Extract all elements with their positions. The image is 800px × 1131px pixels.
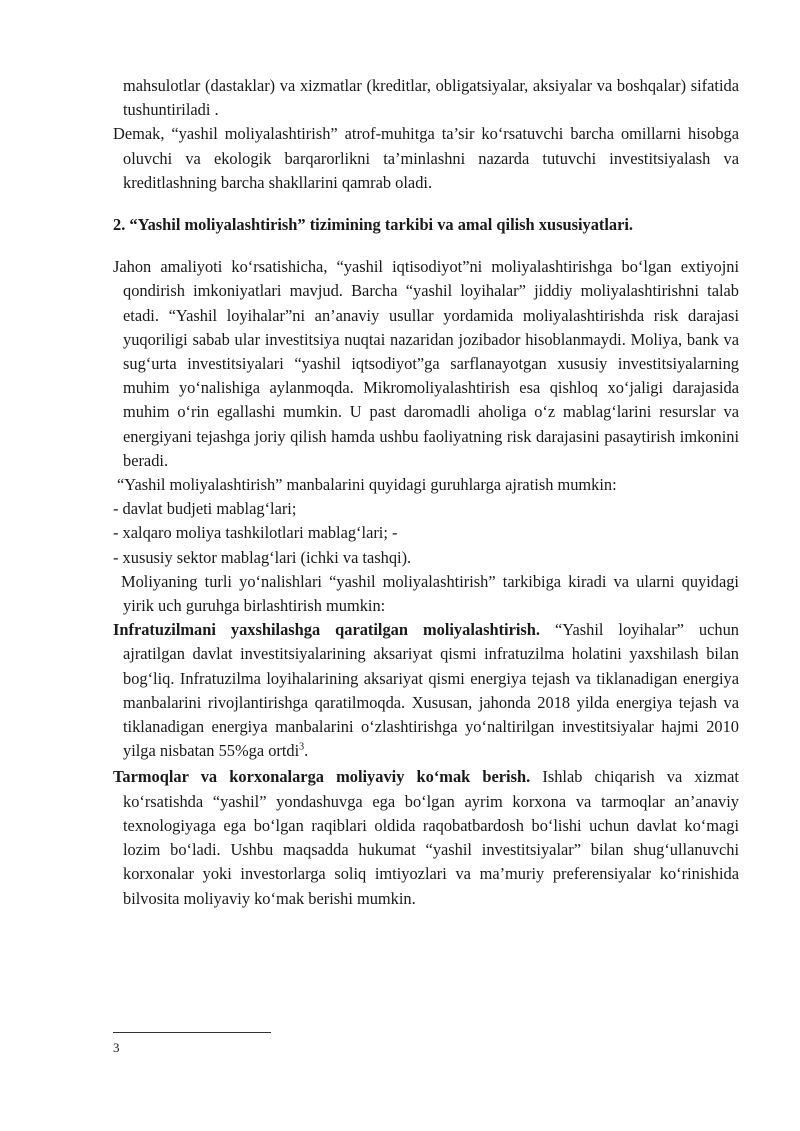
tarmoq-title: Tarmoqlar va korxonalarga moliyaviy ko‘mak berish. [113,767,531,787]
section-heading: 2. “Yashil moliyalashtirish” tizimining tarkibi va amal qilish xususiyatlari. [113,215,634,235]
footnote-separator [113,1032,271,1033]
paragraph-demak: Demak, “yashil moliyalashtirish” atrof-muhitga ta’sir ko‘rsatuvchi barcha omillarni hisobga oluvchi va ekologik barqarorlikni ta’minlashni nazarda tutuvchi investitsiyalash va kreditlashning barcha shakllarini qamrab oladi. [113,124,739,192]
paragraph-tarmoqlar [113,765,739,910]
footnote-ref: 3 [299,741,305,753]
list-item: - xususiy sektor mablag‘lari (ichki va tashqi). [113,547,412,567]
footnote-number: 3 [113,1040,120,1055]
page-content [113,74,739,911]
list-item: - xalqaro moliya tashkilotlari mablag‘lari; - [113,523,398,543]
paragraph-jahon: Jahon amaliyoti ko‘rsatishicha, “yashil iqtisodiyot”ni moliyalashtirishga bo‘lgan extiyojni qondirish imkoniyatlari mavjud. Barcha “yashil loyihalar” jiddiy moliyalashtirishni talab etadi. “Yashil loyihalar”ni an’anaviy usullar yordamida moliyalashtirishda risk darajasi yuqoriligi sabab ular investitsiya nuqtai nazaridan jozibador hisoblanmaydi. Moliya, bank va sug‘urta investitsiyalari “yashil iqtsodiyot”ga sarflanayotgan xususiy investitsiyalarning muhim yo‘nalishiga aylanmoqda. Mikromoliyalashtirish esa qishloq xo‘jaligi darajasida muhim o‘rin egallashi mumkin. U past daromadli aholiga o‘z mablag‘larini resurslar va energiyani tejashga joriy qilish hamda ushbu faoliyatning risk darajasini pasaytirish imkonini beradi. [113,257,739,470]
paragraph-infratuzilma [113,618,739,763]
paragraph-continuation: mahsulotlar (dastaklar) va xizmatlar (kreditlar, obligatsiyalar, aksiyalar va boshqalar) sifatida tushuntiriladi . [123,76,739,120]
tarmoq-body: Ishlab chiqarish va xizmat ko‘rsatishda “yashil” yondashuvga ega bo‘lgan ayrim korxona va tarmoqlar an’anaviy texnologiyaga ega bo‘lgan raqiblari oldida raqobatbardosh bo‘lishi uchun davlat ko‘magi lozim bo‘ladi. Ushbu maqsadda hukumat “yashil investitsiyalar” bilan shug‘ullanuvchi korxonalar yoki investorlarga soliq imtiyozlari va ma’muriy preferensiyalar ko‘rinishida bilvosita moliyaviy ko‘mak berishi mumkin. [123,767,739,908]
infra-end: . [304,741,309,761]
list-item: - davlat budjeti mablag‘lari; [113,499,297,519]
infra-title: Infratuzilmani yaxshilashga qaratilgan moliyalashtirish. [113,620,540,640]
paragraph-moliyaning: Moliyaning turli yo‘nalishlari “yashil moliyalashtirish” tarkibiga kiradi va ularni quyidagi yirik uch guruhga birlashtirish mumkin: [121,571,739,616]
infra-body: “Yashil loyihalar” uchun ajratilgan davlat investitsiyalarining aksariyat qismi infratuzilma holatini yaxshilash bilan bog‘liq. Infratuzilma loyihalarining aksariyat qismi energiya tejash va tiklanadigan energiya manbalarini rivojlantirishga qaratilmoqda. Xususan, jahonda 2018 yilda energiya tejash va tiklanadigan energiya manbalarini o‘zlashtirishga yo‘naltirilgan investitsiyalar hajmi 2010 yilga nisbatan 55%ga ortdi [123,620,739,761]
paragraph-manbalar: “Yashil moliyalashtirish” manbalarini quyidagi guruhlarga ajratish mumkin: [117,475,617,495]
